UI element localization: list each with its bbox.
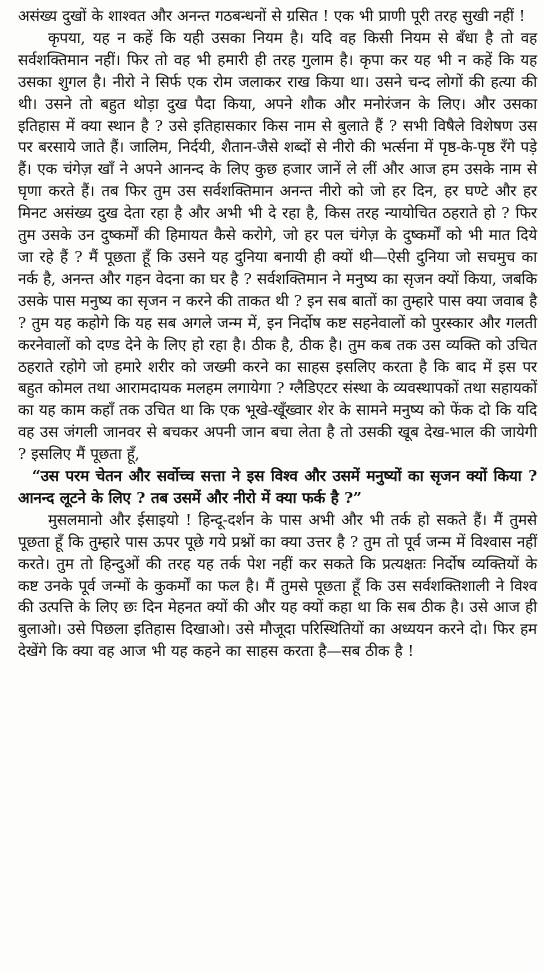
paragraph-quoted-question: “उस परम चेतन और सर्वोच्च सत्ता ने इस विश्व और उसमें मनुष्यों का सृजन क्यों किया ? आनन्द लूटने के लिए ? तब उसमें और नीरो में क्या फर्क है ?” [18, 467, 537, 507]
paragraph-muslims-christians: मुसलमानो और ईसाइयो ! हिन्दू-दर्शन के पास अभी और भी तर्क हो सकते हैं। मैं तुमसे पूछता हूँ कि तुम्हारे पास ऊपर पूछे गये प्रश्नों का क्या उत्तर है ? तुम तो पूर्व जन्म में विश्वास नहीं करते। तुम तो हिन्दुओं की तरह यह तर्क पेश नहीं कर सकते कि प्रत्यक्षतः निर्दोष व्यक्तियों के कष्ट उनके पूर्व जन्मों के कुकर्मों का फल है। मैं तुमसे पूछता हूँ कि उस सर्वशक्तिशाली ने विश्व की उत्पत्ति के लिए छः दिन मेहनत क्यों की और यह क्यों कहा था कि सब ठीक है। उसे आज ही बुलाओ। उसे पिछला इतिहास दिखाओ। उसे मौजूदा परिस्थितियों का अध्ययन करने दो। फिर हम देखेंगे कि क्या वह आज भी यह कहने का साहस करता है—सब ठीक है ! [18, 510, 537, 661]
paragraph-nero-argument: कृपया, यह न कहें कि यही उसका नियम है। यदि वह किसी नियम से बँधा है तो वह सर्वशक्तिमान नहीं। फिर तो वह भी हमारी ही तरह गुलाम है। कृपा कर यह भी न कहें कि यह उसका शुगल है। नीरो ने सिर्फ एक रोम जलाकर राख किया था। उसने चन्द लोगों की हत्या की थी। उसने तो बहुत थोड़ा दुख पैदा किया, अपने शौक और मनोरंजन के लिए। और उसका इतिहास में क्या स्थान है ? उसे इतिहासकार किस नाम से बुलाते हैं ? सभी विषैले विशेषण उस पर बरसाये जाते हैं। जालिम, निर्दयी, शैतान-जैसे शब्दों से नीरो की भर्त्सना में पृष्ठ-के-पृष्ठ रँगे पड़े हैं। एक चंगेज़ खाँ ने अपने आनन्द के लिए कुछ हजार जानें ले लीं और आज हम उसके नाम से घृणा करते हैं। तब फिर तुम उस सर्वशक्तिमान अनन्त नीरो को जो हर दिन, हर घण्टे और हर मिनट असंख्य दुख देता रहा है और अभी भी दे रहा है, किस तरह न्यायोचित ठहराते हो ? फिर तुम उसके उन दुष्कर्मों की हिमायत कैसे करोगे, जो हर पल चंगेज़ के दुष्कर्मों को भी मात दिये जा रहे हैं ? मैं पूछता हूँ कि उसने यह दुनिया बनायी ही क्यों थी—ऐसी दुनिया जो सचमुच का नर्क है, अनन्त और गहन वेदना का घर है ? सर्वशक्तिमान ने मनुष्य का सृजन क्यों किया, जबकि उसके पास मनुष्य का सृजन न करने की ताकत थी ? इन सब बातों का तुम्हारे पास क्या जवाब है ? तुम यह कहोगे कि यह सब अगले जन्म में, इन निर्दोष कष्ट सहनेवालों को पुरस्कार और गलती करनेवालों को दण्ड देने के लिए हो रहा है। ठीक है, ठीक है। तुम कब तक उस व्यक्ति को उचित ठहराते रहोगे जो हमारे शरीर को जख्मी करने का साहस इसलिए करता है कि बाद में इस पर बहुत कोमल तथा आरामदायक मलहम लगायेगा ? ग्लैडिएटर संस्था के व्यवस्थापकों तथा सहायकों का यह काम कहाँ तक उचित था कि एक भूखे-खूँख्वार शेर के सामने मनुष्य को फेंक दो कि यदि वह उस जंगली जानवर से बचकर अपनी जान बचा लेता है तो उसकी खूब देख-भाल की जायेगी ? इसलिए मैं पूछता हूँ, [18, 28, 537, 464]
paragraph-opening-line: असंख्य दुखों के शाश्वत और अनन्त गठबन्धनों से ग्रसित ! एक भी प्राणी पूरी तरह सुखी नहीं ! [18, 7, 525, 25]
